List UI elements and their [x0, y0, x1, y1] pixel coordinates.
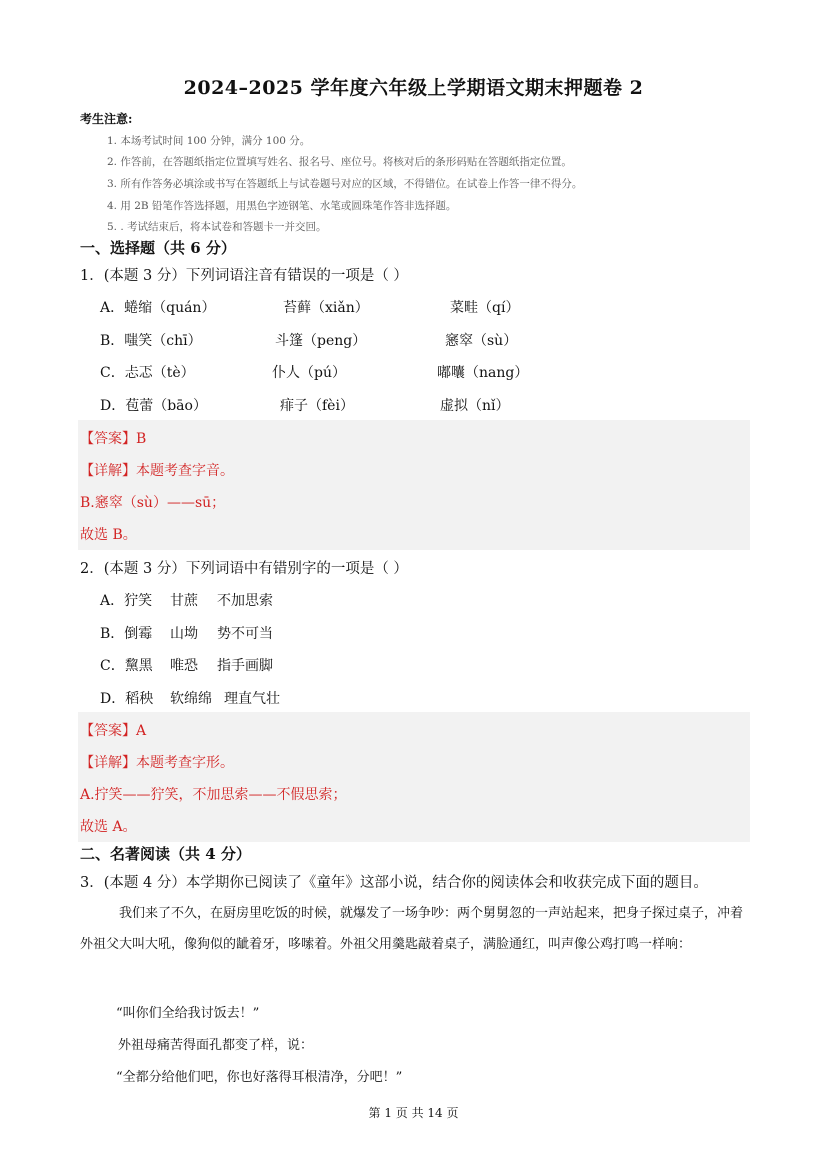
question-2-stem: 2．(本题 3 分）下列词语中有错别字的一项是（ ）	[80, 561, 408, 577]
section-heading-reading: 二、名著阅读（共 4 分）	[80, 845, 251, 863]
q1-option-d-2: 痱子（fèi）	[280, 398, 354, 414]
q2-explain: 【详解】本题考查字形。	[80, 755, 234, 771]
passage-quote-2: “全都分给他们吧，你也好落得耳根清净，分吧！”	[116, 1070, 403, 1085]
q2-option-a-1: A．狞笑	[100, 593, 153, 609]
page-title: 2024–2025 学年度六年级上学期语文期末押题卷 2	[183, 77, 644, 99]
q2-answer: 【答案】A	[80, 723, 147, 739]
passage-quote-1: “叫你们全给我讨饭去！”	[116, 1006, 260, 1021]
q2-option-c-3: 指手画脚	[217, 658, 273, 674]
notice-heading: 考生注意:	[80, 112, 133, 126]
q2-conclusion: 故选 A。	[80, 819, 137, 835]
q2-option-d-2: 软绵绵	[170, 691, 212, 707]
q1-answer: 【答案】B	[80, 431, 147, 447]
q2-option-a-2: 甘蔗	[170, 593, 198, 609]
reading-passage: 我们来了不久，在厨房里吃饭的时候，就爆发了一场争吵：两个舅舅忽的一声站起来，把身子探过桌子，冲着外祖父大叫大吼，像狗似的龇着牙，哆嗦着。外祖父用羹匙敲着桌子，满脸通红，叫声像公鸡打鸣一样响：	[80, 906, 744, 952]
q2-option-b-2: 山坳	[170, 626, 198, 642]
answer-box-2	[78, 712, 750, 842]
q1-option-c-1: C．忐忑（tè）	[100, 365, 195, 381]
q1-option-a-2: 苔藓（xiǎn）	[283, 300, 369, 316]
q1-option-b-1: B．嗤笑（chī）	[100, 333, 202, 349]
q1-conclusion: 故选 B。	[80, 527, 137, 543]
q1-option-a-1: A．蜷缩（quán）	[100, 300, 216, 316]
q1-explain: 【详解】本题考查字音。	[80, 463, 234, 479]
q1-option-b-3: 窸窣（sù）	[445, 333, 518, 349]
q2-option-d-3: 理直气壮	[224, 691, 280, 707]
q2-option-c-1: C．黧黑	[100, 658, 153, 674]
notice-item: 2. 作答前，在答题纸指定位置填写姓名、报名号、座位号。将核对后的条形码贴在答题纸指定位置。	[107, 156, 572, 168]
section-heading-choice: 一、选择题（共 6 分）	[80, 239, 236, 257]
q2-option-d-1: D．稻秧	[100, 691, 154, 707]
passage-line-2: 外祖母痛苦得面孔都变了样，说：	[118, 1038, 314, 1053]
q2-option-c-2: 唯恐	[170, 658, 198, 674]
page-footer: 第 1 页 共 14 页	[368, 1106, 459, 1120]
q2-option-b-1: B．倒霉	[100, 626, 153, 642]
notice-item: 4. 用 2B 铅笔作答选择题，用黑色字迹钢笔、水笔或圆珠笔作答非选择题。	[107, 200, 457, 212]
notice-item: 1. 本场考试时间 100 分钟，满分 100 分。	[107, 135, 311, 147]
q1-option-a-3: 菜畦（qí）	[450, 300, 520, 316]
question-3-stem: 3．(本题 4 分）本学期你已阅读了《童年》这部小说，结合你的阅读体会和收获完成下面的题目。	[80, 875, 708, 891]
q1-option-c-3: 嘟囔（nang）	[437, 365, 529, 381]
notice-item: 3. 所有作答务必填涂或书写在答题纸上与试卷题号对应的区域，不得错位。在试卷上作答一律不得分。	[107, 178, 583, 190]
q1-option-b-2: 斗篷（peng）	[275, 333, 367, 349]
answer-box-1	[78, 420, 750, 550]
q1-option-d-3: 虚拟（nǐ）	[440, 398, 510, 414]
question-1-stem: 1．(本题 3 分）下列词语注音有错误的一项是（ ）	[80, 268, 408, 284]
q1-option-c-2: 仆人（pú）	[272, 365, 346, 381]
q1-detail: B.窸窣（sù）——sū；	[80, 495, 226, 511]
q2-detail: A.拧笑——狞笑，不加思索——不假思索；	[80, 787, 347, 803]
notice-item: 5. . 考试结束后，将本试卷和答题卡一并交回。	[107, 221, 327, 233]
q1-option-d-1: D．苞蕾（bāo）	[100, 398, 207, 414]
q2-option-a-3: 不加思索	[217, 593, 273, 609]
q2-option-b-3: 势不可当	[217, 626, 273, 642]
